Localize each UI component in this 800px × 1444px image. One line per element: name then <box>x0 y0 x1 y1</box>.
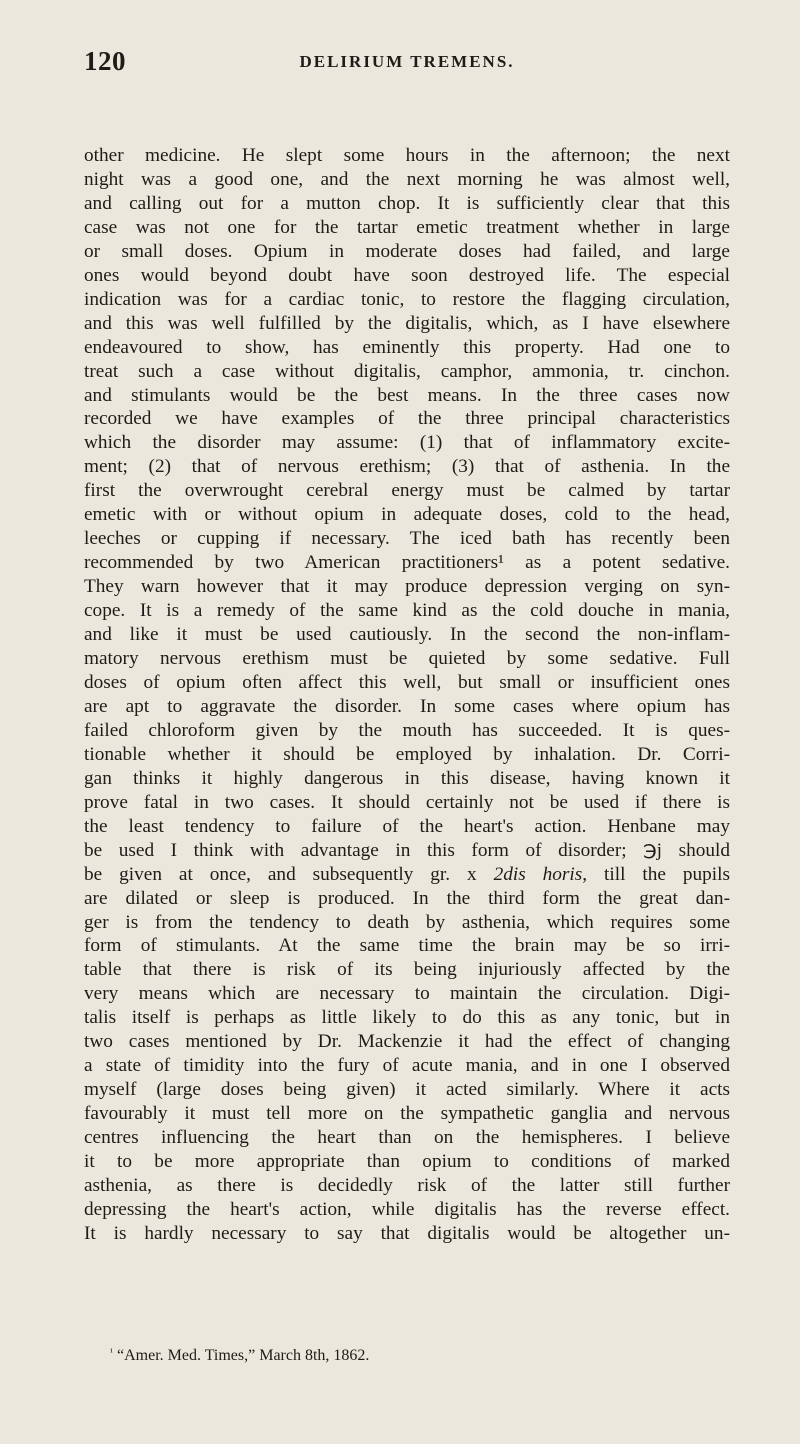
text-line: They warn however that it may produce depression verging on syn- <box>84 576 730 598</box>
text-line: a state of timidity into the fury of acute mania, and in one I observed <box>84 1055 730 1077</box>
text-line: or small doses. Opium in moderate doses had failed, and large <box>84 240 730 262</box>
text-line: recommended by two American practitioners¹ as a potent sedative. <box>84 552 730 574</box>
text-line: cope. It is a remedy of the same kind as the cold douche in mania, <box>84 600 730 622</box>
text-line: be used I think with advantage in this form of disorder; ℈j should <box>84 839 730 861</box>
text-line: favourably it must tell more on the sympathetic ganglia and nervous <box>84 1103 730 1125</box>
text-line: talis itself is perhaps as little likely to do this as any tonic, but in <box>84 1007 730 1029</box>
text-line: leeches or cupping if necessary. The iced bath has recently been <box>84 528 730 550</box>
text-line: centres influencing the heart than on the hemispheres. I believe <box>84 1127 730 1149</box>
text-line: be given at once, and subsequently gr. x 2dis horis, till the pupils <box>84 863 731 885</box>
text-line: ment; (2) that of nervous erethism; (3) that of asthenia. In the <box>84 456 730 478</box>
text-line: are apt to aggravate the disorder. In some cases where opium has <box>84 695 730 717</box>
text-line: very means which are necessary to maintain the circulation. Digi- <box>84 983 730 1005</box>
text-line: and stimulants would be the best means. In the three cases now <box>84 384 730 406</box>
text-line: asthenia, as there is decidedly risk of the latter still further <box>84 1174 730 1196</box>
text-line: failed chloroform given by the mouth has succeeded. It is ques- <box>84 719 730 741</box>
text-line: first the overwrought cerebral energy must be calmed by tartar <box>84 480 730 502</box>
text-line: case was not one for the tartar emetic treatment whether in large <box>84 216 730 238</box>
text-line: recorded we have examples of the three principal characteristics <box>84 408 730 430</box>
text-line: prove fatal in two cases. It should certainly not be used if there is <box>84 791 730 813</box>
text-line: and like it must be used cautiously. In the second the non-inflam- <box>84 624 730 646</box>
text-line: emetic with or without opium in adequate doses, cold to the head, <box>84 504 730 526</box>
text-line: it to be more appropriate than opium to conditions of marked <box>84 1151 730 1173</box>
body-text <box>84 144 730 1246</box>
text-line: doses of opium often affect this well, but small or insufficient ones <box>84 671 730 693</box>
running-title: DELIRIUM TREMENS. <box>299 52 515 71</box>
text-line: indication was for a cardiac tonic, to restore the flagging circulation, <box>84 288 730 310</box>
text-line: and calling out for a mutton chop. It is sufficiently clear that this <box>84 192 730 214</box>
text-line: and this was well fulfilled by the digitalis, which, as I have elsewhere <box>84 312 730 334</box>
page-number: 120 <box>84 46 126 76</box>
text-line: form of stimulants. At the same time the brain may be so irri- <box>84 935 730 957</box>
page-header <box>84 46 730 86</box>
footnote-text: “Amer. Med. Times,” March 8th, 1862. <box>117 1347 370 1364</box>
text-line: depressing the heart's action, while digitalis has the reverse effect. <box>84 1198 730 1220</box>
text-line: ones would beyond doubt have soon destroyed life. The especial <box>84 264 730 286</box>
text-line: other medicine. He slept some hours in the afternoon; the next <box>84 145 730 166</box>
text-line: table that there is risk of its being injuriously affected by the <box>84 959 730 981</box>
text-line: are dilated or sleep is produced. In the third form the great dan- <box>84 887 730 909</box>
footnote-marker: ¹ <box>110 1347 113 1358</box>
text-line: treat such a case without digitalis, camphor, ammonia, tr. cinchon. <box>84 360 730 382</box>
text-line: It is hardly necessary to say that digitalis would be altogether un- <box>84 1222 730 1244</box>
text-line: ger is from the tendency to death by asthenia, which requires some <box>84 911 730 933</box>
text-line: matory nervous erethism must be quieted by some sedative. Full <box>84 648 730 670</box>
text-line: the least tendency to failure of the heart's action. Henbane may <box>84 815 730 837</box>
text-line: which the disorder may assume: (1) that of inflammatory excite- <box>84 432 730 454</box>
text-line: myself (large doses being given) it acted similarly. Where it acts <box>84 1079 730 1101</box>
text-line: two cases mentioned by Dr. Mackenzie it had the effect of changing <box>84 1031 730 1053</box>
text-line: gan thinks it highly dangerous in this disease, having known it <box>84 767 730 789</box>
text-line: night was a good one, and the next morning he was almost well, <box>84 168 730 190</box>
text-line: tionable whether it should be employed by inhalation. Dr. Corri- <box>84 743 730 765</box>
text-line: endeavoured to show, has eminently this property. Had one to <box>84 336 730 358</box>
footnote <box>110 1347 369 1365</box>
